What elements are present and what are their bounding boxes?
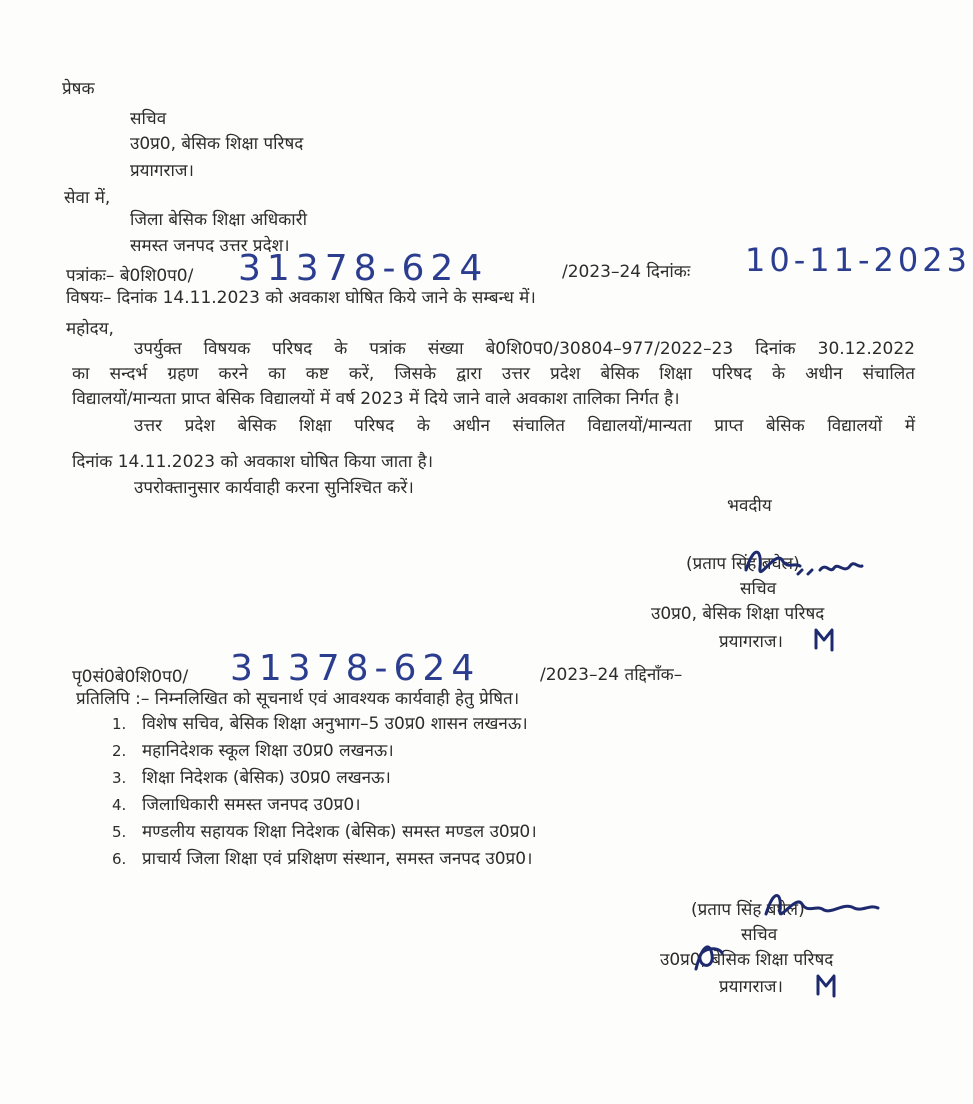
sender-city: प्रयागराज। [130, 161, 194, 181]
item-text: शिक्षा निदेशक (बेसिक) उ0प्र0 लखनऊ। [142, 768, 391, 788]
signatory-name: (प्रताप सिंह बघेल) [686, 554, 800, 574]
item-number: 4. [112, 796, 127, 814]
body-para3: उपरोक्तानुसार कार्यवाही करना सुनिश्चित करें। [134, 478, 414, 498]
body-para1-line2: का सन्दर्भ ग्रहण करने का कष्ट करें, जिसके द्वारा उत्तर प्रदेश बेसिक शिक्षा परिषद के अधीन संचालित [72, 364, 915, 384]
item-number: 5. [112, 823, 127, 841]
signatory2-city: प्रयागराज। [719, 977, 783, 997]
signatory-designation: सचिव [740, 579, 777, 599]
endorsement-prefix: पृ0सं0बे0शि0प0/ [72, 667, 189, 687]
item-text: जिलाधिकारी समस्त जनपद उ0प्र0। [142, 795, 361, 815]
item-number: 3. [112, 769, 127, 787]
signatory2-organization: उ0प्र0, बेसिक शिक्षा परिषद [660, 950, 834, 970]
initials-2 [812, 972, 842, 1000]
body-para2-line2: दिनांक 14.11.2023 को अवकाश घोषित किया जाता है। [72, 452, 434, 472]
item-number: 2. [112, 742, 127, 760]
recipient-designation: जिला बेसिक शिक्षा अधिकारी [130, 210, 308, 230]
valediction: भवदीय [727, 496, 772, 516]
signatory2-name: (प्रताप सिंह बघेल) [691, 900, 805, 920]
signatory-organization: उ0प्र0, बेसिक शिक्षा परिषद [651, 604, 825, 624]
copy-list-item [112, 819, 537, 846]
handwritten-date: 10-11-2023 [745, 241, 971, 279]
item-text: विशेष सचिव, बेसिक शिक्षा अनुभाग–5 उ0प्र0 शासन लखनऊ। [142, 714, 528, 734]
signature-2 [758, 884, 888, 928]
copy-list-item [112, 765, 537, 792]
subject-line: विषयः– दिनांक 14.11.2023 को अवकाश घोषित किये जाने के सम्बन्ध में। [66, 288, 536, 308]
item-text: प्राचार्य जिला शिक्षा एवं प्रशिक्षण संस्थान, समस्त जनपद उ0प्र0। [142, 849, 533, 869]
copy-list-item [112, 792, 537, 819]
sender-organization: उ0प्र0, बेसिक शिक्षा परिषद [130, 134, 304, 154]
reference-year-date-label: /2023–24 दिनांकः [562, 262, 691, 282]
signatory2-designation: सचिव [741, 925, 778, 945]
copy-list-item [112, 738, 537, 765]
copy-line: प्रतिलिपि :– निम्नलिखित को सूचनार्थ एवं आवश्यक कार्यवाही हेतु प्रेषित। [76, 689, 520, 709]
reference-prefix: पत्रांकः– बे0शि0प0/ [66, 266, 194, 286]
item-number: 1. [112, 715, 127, 733]
recipient-label: सेवा में, [64, 188, 111, 208]
body-para1-line3: विद्यालयों/मान्यता प्राप्त बेसिक विद्यालयों में वर्ष 2023 में दिये जाने वाले अवकाश तालिका निर्गत है। [72, 389, 680, 409]
item-text: मण्डलीय सहायक शिक्षा निदेशक (बेसिक) समस्त मण्डल उ0प्र0। [142, 822, 537, 842]
signatory-city: प्रयागराज। [719, 632, 783, 652]
recipient-area: समस्त जनपद उत्तर प्रदेश। [130, 236, 290, 256]
copy-list [112, 711, 537, 873]
initials-1 [810, 626, 840, 654]
signature-mark-2 [688, 935, 728, 975]
sender-designation: सचिव [130, 109, 167, 129]
handwritten-reference-number: 31378-624 [238, 248, 489, 289]
item-number: 6. [112, 850, 127, 868]
item-text: महानिदेशक स्कूल शिक्षा उ0प्र0 लखनऊ। [142, 741, 394, 761]
body-para1-line1: उपर्युक्त विषयक परिषद के पत्रांक संख्या बे0शि0प0/30804–977/2022–23 दिनांक 30.12.2022 [134, 339, 915, 359]
handwritten-endorsement-number: 31378-624 [230, 648, 481, 689]
sender-label: प्रेषक [62, 79, 95, 99]
endorsement-suffix: /2023–24 तद्दिनाँक– [540, 665, 683, 685]
salutation: महोदय, [66, 319, 114, 339]
copy-list-item [112, 711, 537, 738]
body-para2-line1: उत्तर प्रदेश बेसिक शिक्षा परिषद के अधीन संचालित विद्यालयों/मान्यता प्राप्त बेसिक विद्यालयों में [134, 416, 915, 436]
copy-list-item [112, 846, 537, 873]
